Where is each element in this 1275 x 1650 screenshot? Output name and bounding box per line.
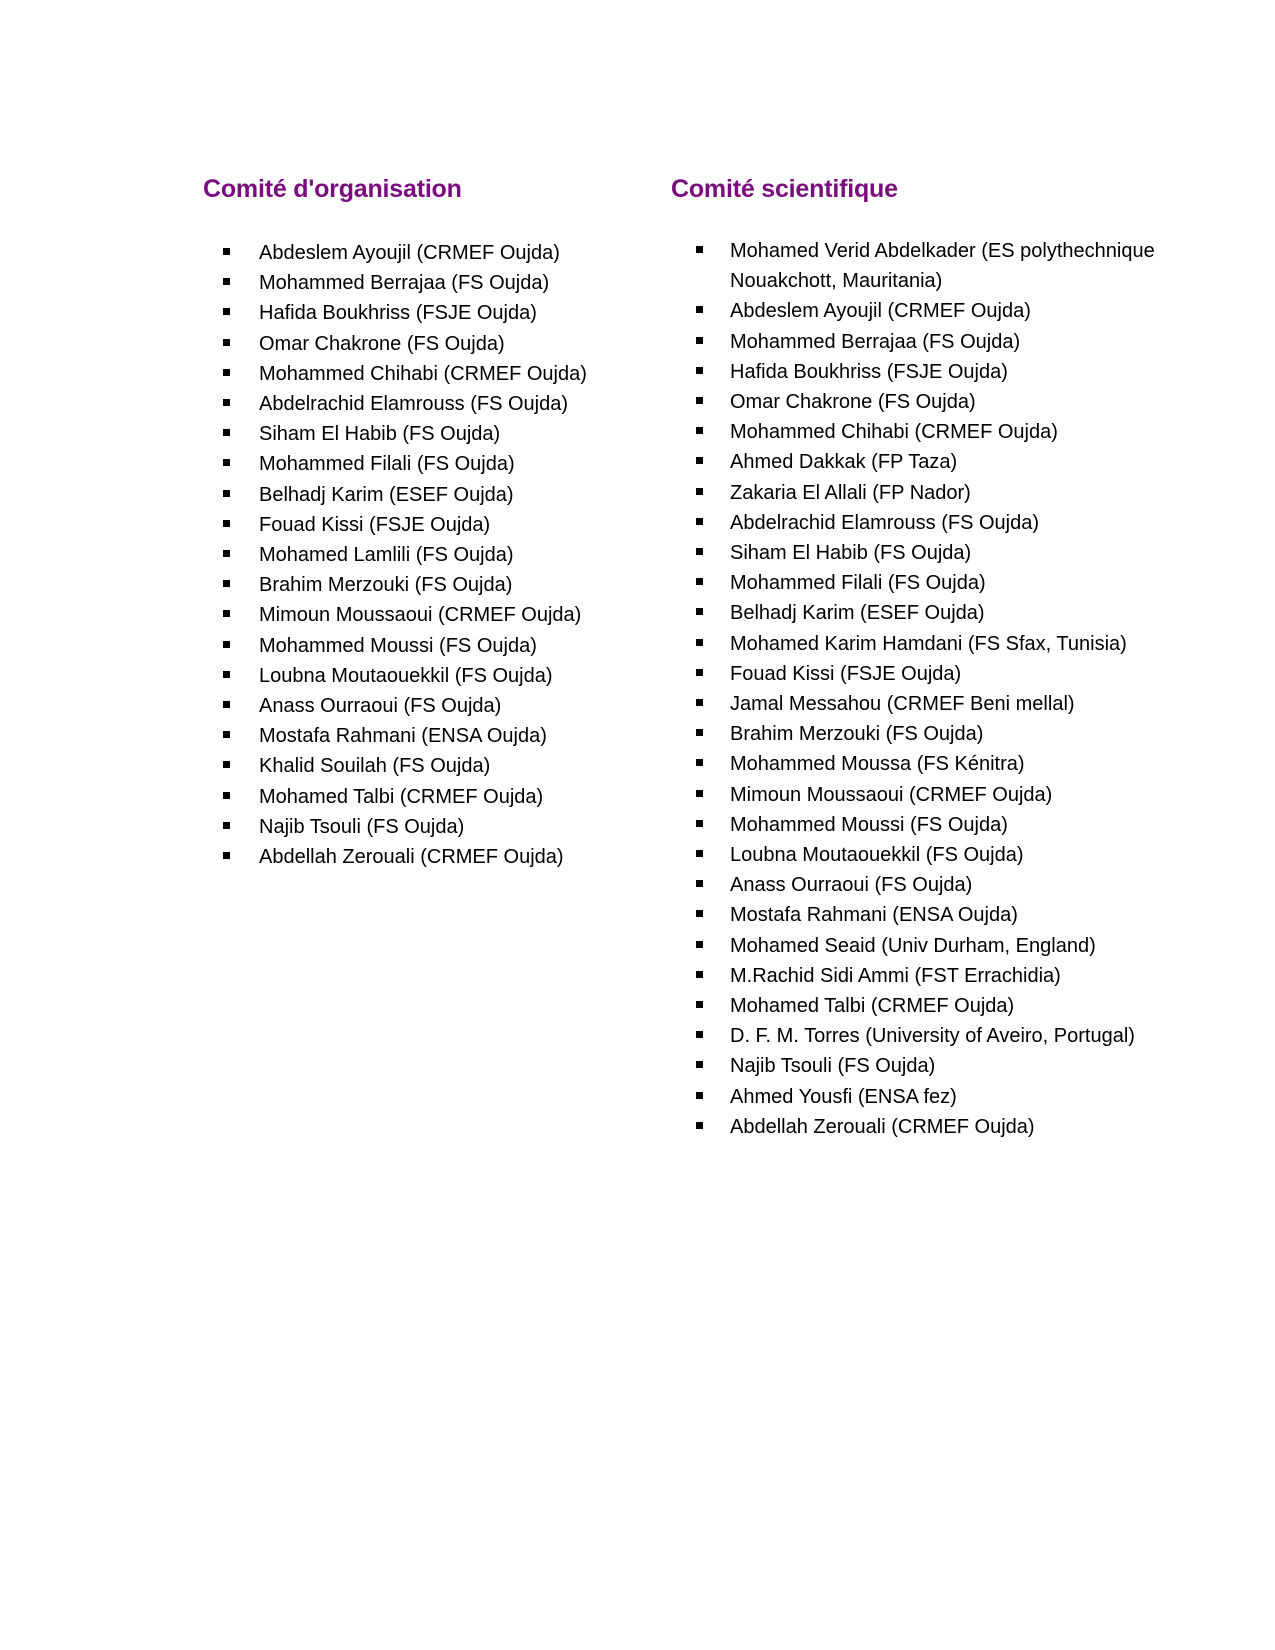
member-list-item (203, 691, 643, 721)
member-name: Mohamed Verid Abdelkader (ES polythechnique Nouakchott, Mauritania) (730, 240, 1155, 293)
member-list-item (671, 870, 1191, 900)
member-name: Khalid Souilah (FS Oujda) (259, 755, 491, 778)
member-list-item (203, 540, 643, 570)
square-bullet-icon (696, 608, 703, 615)
member-name: Belhadj Karim (ESEF Oujda) (730, 602, 985, 625)
member-name: Abdellah Zerouali (CRMEF Oujda) (259, 846, 564, 869)
member-name: Mohammed Moussi (FS Oujda) (730, 813, 1008, 836)
member-list-item (671, 236, 1191, 296)
square-bullet-icon (223, 278, 230, 285)
member-list-item (671, 900, 1191, 930)
member-name: Siham El Habib (FS Oujda) (259, 423, 501, 446)
member-list-item (203, 570, 643, 600)
square-bullet-icon (696, 729, 703, 736)
square-bullet-icon (696, 1061, 703, 1068)
member-list-item (671, 1021, 1191, 1051)
square-bullet-icon (696, 337, 703, 344)
square-bullet-icon (696, 971, 703, 978)
square-bullet-icon (223, 852, 230, 859)
square-bullet-icon (696, 1001, 703, 1008)
member-name: Abdelrachid Elamrouss (FS Oujda) (730, 511, 1040, 534)
member-list-item (671, 296, 1191, 326)
member-name: Hafida Boukhriss (FSJE Oujda) (730, 360, 1008, 383)
member-name: Mohammed Berrajaa (FS Oujda) (730, 330, 1021, 353)
square-bullet-icon (696, 820, 703, 827)
member-name: Mohamed Lamlili (FS Oujda) (259, 544, 514, 567)
square-bullet-icon (223, 429, 230, 436)
square-bullet-icon (696, 578, 703, 585)
square-bullet-icon (223, 822, 230, 829)
member-name: Najib Tsouli (FS Oujda) (730, 1055, 936, 1078)
scientific-members-list (671, 236, 1191, 1142)
organisation-committee-title: Comité d'organisation (203, 175, 462, 203)
square-bullet-icon (223, 248, 230, 255)
member-name: Zakaria El Allali (FP Nador) (730, 481, 971, 504)
member-list-item (203, 389, 643, 419)
member-name: Mohamed Talbi (CRMEF Oujda) (730, 995, 1015, 1018)
member-name: Mimoun Moussaoui (CRMEF Oujda) (730, 783, 1053, 806)
member-list-item (203, 751, 643, 781)
member-list-item (671, 478, 1191, 508)
square-bullet-icon (696, 669, 703, 676)
member-list-item (203, 419, 643, 449)
member-list-item (203, 449, 643, 479)
square-bullet-icon (696, 397, 703, 404)
square-bullet-icon (223, 671, 230, 678)
member-name: Mimoun Moussaoui (CRMEF Oujda) (259, 604, 582, 627)
member-list-item (671, 719, 1191, 749)
member-name: Ahmed Yousfi (ENSA fez) (730, 1085, 957, 1108)
member-name: Loubna Moutaouekkil (FS Oujda) (730, 844, 1024, 867)
square-bullet-icon (696, 427, 703, 434)
member-list-item (203, 631, 643, 661)
member-name: Abdellah Zerouali (CRMEF Oujda) (730, 1115, 1035, 1138)
member-name: Mohammed Moussi (FS Oujda) (259, 634, 537, 657)
member-list-item (203, 359, 643, 389)
square-bullet-icon (223, 792, 230, 799)
member-name: Fouad Kissi (FSJE Oujda) (730, 662, 962, 685)
member-list-item (671, 1112, 1191, 1142)
organisation-members-list (203, 238, 643, 872)
member-name: Mohamed Talbi (CRMEF Oujda) (259, 785, 544, 808)
member-name: Ahmed Dakkak (FP Taza) (730, 451, 958, 474)
organisation-committee-section (203, 172, 643, 872)
member-name: Abdelrachid Elamrouss (FS Oujda) (259, 393, 569, 416)
square-bullet-icon (696, 548, 703, 555)
member-list-item (671, 387, 1191, 417)
member-name: Najib Tsouli (FS Oujda) (259, 815, 465, 838)
square-bullet-icon (223, 520, 230, 527)
square-bullet-icon (223, 459, 230, 466)
member-list-item (671, 538, 1191, 568)
square-bullet-icon (223, 308, 230, 315)
member-list-item (203, 238, 643, 268)
member-name: Mostafa Rahmani (ENSA Oujda) (259, 725, 547, 748)
member-name: Anass Ourraoui (FS Oujda) (259, 695, 502, 718)
member-name: Hafida Boukhriss (FSJE Oujda) (259, 302, 537, 325)
square-bullet-icon (696, 759, 703, 766)
member-list-item (671, 568, 1191, 598)
member-name: Abdeslem Ayoujil (CRMEF Oujda) (730, 300, 1031, 323)
square-bullet-icon (696, 850, 703, 857)
square-bullet-icon (223, 580, 230, 587)
member-list-item (203, 812, 643, 842)
scientific-committee-section (671, 172, 1191, 1142)
square-bullet-icon (223, 701, 230, 708)
member-list-item (671, 1051, 1191, 1081)
square-bullet-icon (223, 369, 230, 376)
member-list-item (203, 480, 643, 510)
member-name: D. F. M. Torres (University of Aveiro, Portugal) (730, 1025, 1135, 1048)
member-name: Jamal Messahou (CRMEF Beni mellal) (730, 693, 1075, 716)
square-bullet-icon (223, 641, 230, 648)
member-name: Mohammed Moussa (FS Kénitra) (730, 753, 1025, 776)
member-name: Mohamed Seaid (Univ Durham, England) (730, 934, 1096, 957)
square-bullet-icon (696, 306, 703, 313)
member-name: Siham El Habib (FS Oujda) (730, 542, 972, 565)
member-list-item (203, 329, 643, 359)
square-bullet-icon (223, 550, 230, 557)
square-bullet-icon (696, 246, 703, 253)
member-name: Anass Ourraoui (FS Oujda) (730, 874, 973, 897)
member-list-item (671, 357, 1191, 387)
member-list-item (671, 749, 1191, 779)
member-list-item (671, 447, 1191, 477)
square-bullet-icon (696, 699, 703, 706)
member-list-item (671, 659, 1191, 689)
square-bullet-icon (223, 399, 230, 406)
square-bullet-icon (696, 880, 703, 887)
member-list-item (203, 842, 643, 872)
member-name: Mohammed Chihabi (CRMEF Oujda) (259, 362, 587, 385)
member-list-item (203, 510, 643, 540)
member-list-item (671, 327, 1191, 357)
square-bullet-icon (696, 941, 703, 948)
member-list-item (671, 840, 1191, 870)
member-name: Brahim Merzouki (FS Oujda) (259, 574, 513, 597)
member-list-item (203, 298, 643, 328)
member-name: Brahim Merzouki (FS Oujda) (730, 723, 984, 746)
member-list-item (671, 508, 1191, 538)
scientific-committee-title: Comité scientifique (671, 175, 898, 203)
member-list-item (203, 661, 643, 691)
member-name: Mohammed Chihabi (CRMEF Oujda) (730, 421, 1058, 444)
square-bullet-icon (223, 610, 230, 617)
member-name: Omar Chakrone (FS Oujda) (730, 391, 976, 414)
member-list-item (203, 721, 643, 751)
square-bullet-icon (696, 1031, 703, 1038)
member-list-item (671, 689, 1191, 719)
square-bullet-icon (223, 339, 230, 346)
square-bullet-icon (223, 490, 230, 497)
member-list-item (671, 1082, 1191, 1112)
square-bullet-icon (696, 488, 703, 495)
square-bullet-icon (223, 761, 230, 768)
square-bullet-icon (696, 1092, 703, 1099)
member-name: M.Rachid Sidi Ammi (FST Errachidia) (730, 964, 1061, 987)
member-name: Omar Chakrone (FS Oujda) (259, 332, 505, 355)
square-bullet-icon (696, 910, 703, 917)
member-name: Abdeslem Ayoujil (CRMEF Oujda) (259, 242, 560, 264)
member-list-item (671, 629, 1191, 659)
member-name: Fouad Kissi (FSJE Oujda) (259, 513, 491, 536)
member-name: Mostafa Rahmani (ENSA Oujda) (730, 904, 1018, 927)
member-list-item (671, 931, 1191, 961)
member-name: Mohammed Filali (FS Oujda) (259, 453, 515, 476)
member-name: Mohammed Filali (FS Oujda) (730, 572, 986, 595)
member-list-item (671, 598, 1191, 628)
square-bullet-icon (696, 639, 703, 646)
square-bullet-icon (696, 518, 703, 525)
member-list-item (671, 961, 1191, 991)
member-list-item (671, 417, 1191, 447)
member-list-item (671, 810, 1191, 840)
member-name: Loubna Moutaouekkil (FS Oujda) (259, 664, 553, 687)
member-list-item (203, 782, 643, 812)
square-bullet-icon (696, 457, 703, 464)
member-name: Mohamed Karim Hamdani (FS Sfax, Tunisia) (730, 632, 1127, 655)
square-bullet-icon (696, 1122, 703, 1129)
member-name: Mohammed Berrajaa (FS Oujda) (259, 272, 550, 295)
square-bullet-icon (223, 731, 230, 738)
member-list-item (203, 600, 643, 630)
member-list-item (671, 991, 1191, 1021)
member-name: Belhadj Karim (ESEF Oujda) (259, 483, 514, 506)
member-list-item (203, 268, 643, 298)
square-bullet-icon (696, 367, 703, 374)
member-list-item (671, 780, 1191, 810)
square-bullet-icon (696, 790, 703, 797)
